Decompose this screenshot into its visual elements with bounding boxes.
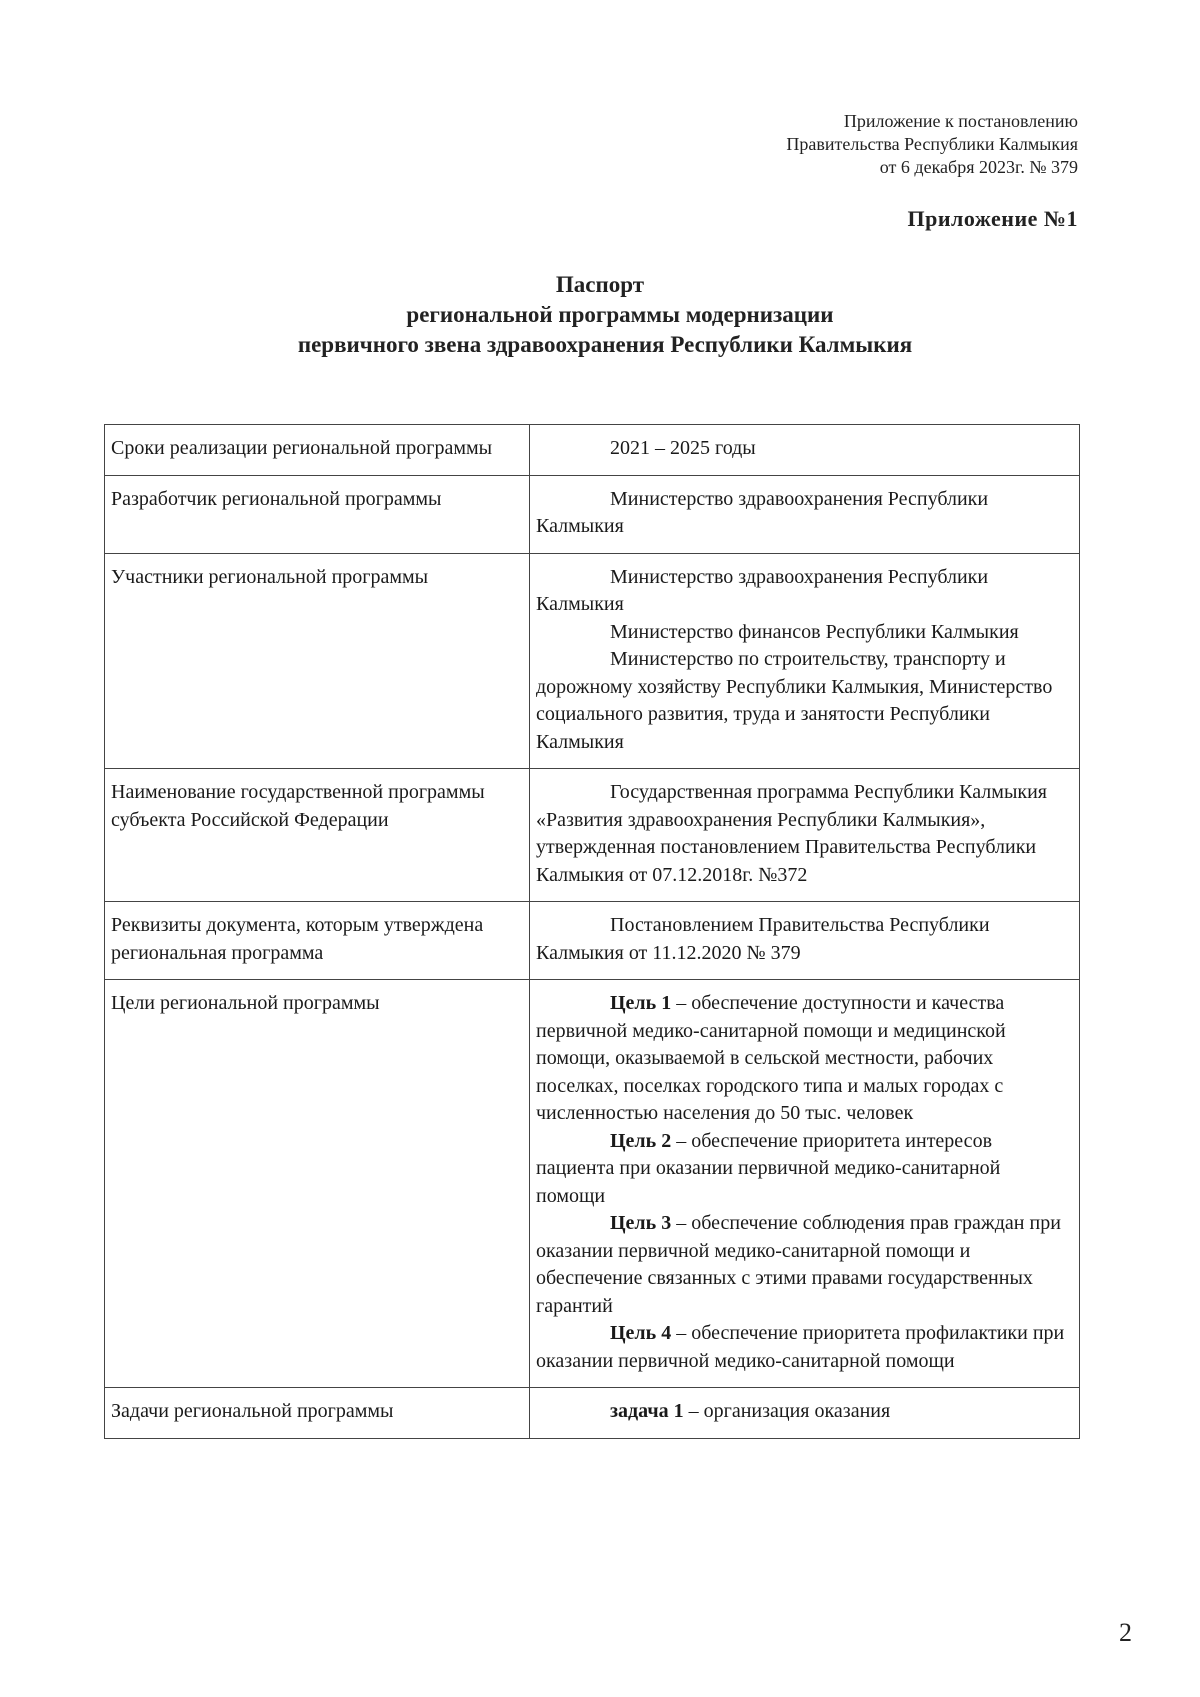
table-row xyxy=(105,769,1080,902)
title-line-2: региональной программы модернизации xyxy=(406,302,834,327)
goal-number: Цель 4 xyxy=(610,1322,672,1344)
table-row xyxy=(105,553,1080,769)
paragraph-text: – обеспечение приоритета профилактики при оказании первичной медико-санитарной помощи xyxy=(536,1322,1065,1372)
value-paragraph xyxy=(536,912,1073,967)
row-label: Задачи региональной программы xyxy=(105,1388,530,1439)
goal-number: Цель 1 xyxy=(610,992,672,1014)
appendix-label: Приложение №1 xyxy=(907,206,1078,231)
table-row xyxy=(105,425,1080,476)
value-paragraph xyxy=(536,779,1073,889)
paragraph-text: Министерство финансов Республики Калмыкия xyxy=(610,620,1019,643)
row-value xyxy=(530,1388,1080,1439)
paragraph-text: 2021 – 2025 годы xyxy=(610,437,756,459)
value-paragraph xyxy=(536,1210,1073,1320)
value-paragraph xyxy=(536,1128,1073,1211)
header-line-1: Приложение к постановлению xyxy=(843,111,1078,131)
paragraph-text: – организация оказания xyxy=(683,1400,891,1422)
paragraph-text: – обеспечение приоритета интересов пациента при оказании первичной медико-санитарной помощи xyxy=(536,1129,1001,1207)
paragraph-text: – обеспечение доступности и качества первичной медико-санитарной помощи и медицинской помощи, оказываемой в сельской местности, рабочих поселках, поселках городского типа и малых городах с численностью населения до 50 тыс. человек xyxy=(536,992,1006,1124)
value-paragraph xyxy=(536,1398,1073,1426)
paragraph-text: – обеспечение соблюдения прав граждан при оказании первичной медико-санитарной помощи и обеспечение связанных с этими правами государственных гарантий xyxy=(536,1212,1061,1317)
paragraph-text: Государственная программа Республики Калмыкия «Развития здравоохранения Республики Калмыкия», утвержденная постановлением Правительства Республики Калмыкия от 07.12.2018г. №372 xyxy=(536,781,1048,886)
paragraph-text: Министерство здравоохранения Республики Калмыкия xyxy=(536,565,989,615)
table-row xyxy=(105,902,1080,980)
row-label: Реквизиты документа, которым утверждена региональная программа xyxy=(105,902,530,980)
row-label: Участники региональной программы xyxy=(105,553,530,769)
title-line-3: первичного звена здравоохранения Республики Калмыкия xyxy=(297,332,913,357)
table-row xyxy=(105,475,1080,553)
row-value xyxy=(530,553,1080,769)
goal-number: Цель 2 xyxy=(610,1129,672,1152)
row-value xyxy=(530,769,1080,902)
header-line-2: Правительства Республики Калмыкия xyxy=(786,134,1078,154)
row-label: Наименование государственной программы субъекта Российской Федерации xyxy=(105,769,530,902)
row-value xyxy=(530,425,1080,476)
goal-number: задача 1 xyxy=(610,1400,684,1422)
title-line-1: Паспорт xyxy=(555,272,645,297)
row-label: Цели региональной программы xyxy=(105,980,530,1388)
page-number: 2 xyxy=(1119,1618,1132,1647)
value-paragraph xyxy=(536,619,1073,647)
paragraph-text: Министерство здравоохранения Республики Калмыкия xyxy=(536,487,989,537)
goal-number: Цель 3 xyxy=(610,1212,672,1234)
row-label: Сроки реализации региональной программы xyxy=(105,425,530,476)
row-label: Разработчик региональной программы xyxy=(105,475,530,553)
row-value xyxy=(530,902,1080,980)
paragraph-text: Министерство по строительству, транспорту и дорожному хозяйству Республики Калмыкия, Министерство социального развития, труда и занятости Республики Калмыкия xyxy=(536,648,1053,753)
value-paragraph xyxy=(536,990,1073,1128)
value-paragraph xyxy=(536,646,1073,756)
value-paragraph xyxy=(536,486,1073,541)
document-title xyxy=(0,270,1200,360)
row-value xyxy=(530,980,1080,1388)
passport-table xyxy=(104,424,1080,1439)
row-value xyxy=(530,475,1080,553)
header-line-3: от 6 декабря 2023г. № 379 xyxy=(879,157,1078,177)
resolution-header xyxy=(786,110,1078,179)
value-paragraph xyxy=(536,435,1073,463)
value-paragraph xyxy=(536,564,1073,619)
table-row xyxy=(105,1388,1080,1439)
table-row xyxy=(105,980,1080,1388)
paragraph-text: Постановлением Правительства Республики Калмыкия от 11.12.2020 № 379 xyxy=(536,914,990,964)
value-paragraph xyxy=(536,1320,1073,1375)
